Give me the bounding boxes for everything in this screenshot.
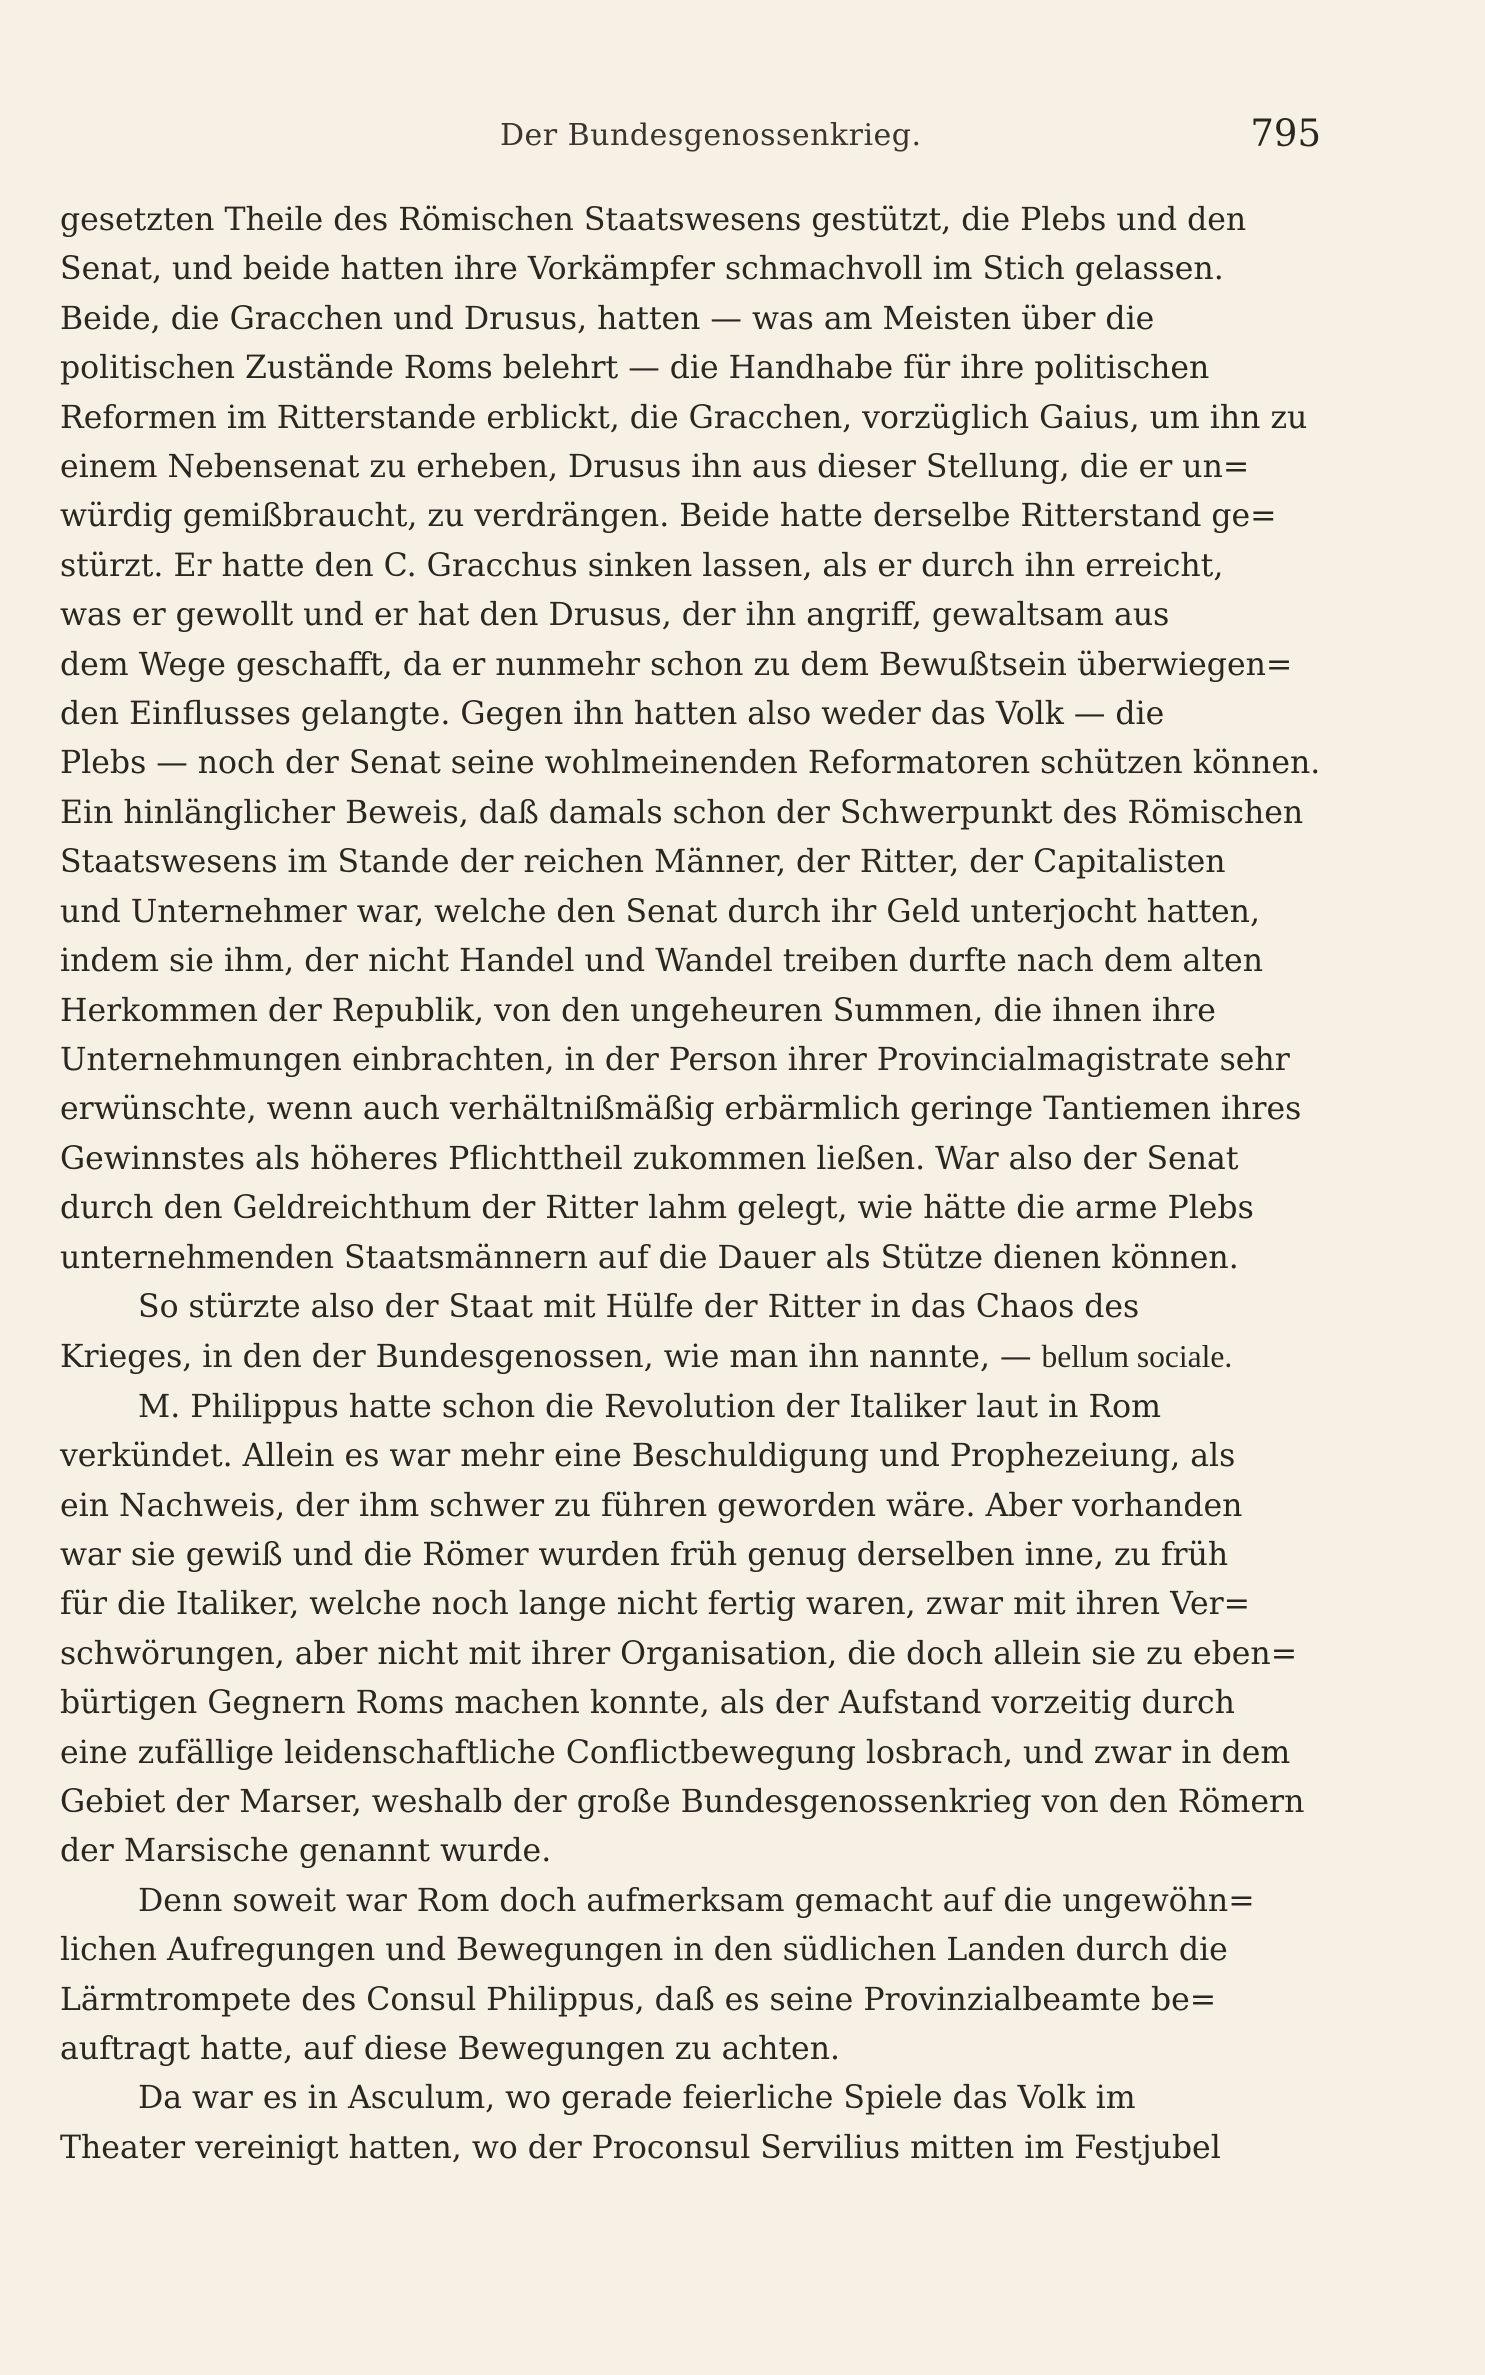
- paragraph-start-line: M. Philippus hatte schon die Revolution der Italiker laut in Rom: [138, 1388, 1161, 1425]
- text-line: würdig gemißbraucht, zu verdrängen. Beide hatte derselbe Ritterstand ge=: [60, 498, 1277, 535]
- text-line: bürtigen Gegnern Roms machen konnte, als der Aufstand vorzeitig durch: [60, 1685, 1235, 1722]
- text-line: war sie gewiß und die Römer wurden früh genug derselben inne, zu früh: [60, 1536, 1229, 1573]
- text-line: Plebs — noch der Senat seine wohlmeinenden Reformatoren schützen können.: [60, 745, 1321, 782]
- text-line: durch den Geldreichthum der Ritter lahm gelegt, wie hätte die arme Plebs: [60, 1190, 1254, 1227]
- paragraph-start-line: So stürzte also der Staat mit Hülfe der Ritter in das Chaos des: [138, 1288, 1140, 1325]
- text-line: Theater vereinigt hatten, wo der Proconsul Servilius mitten im Festjubel: [60, 2129, 1221, 2166]
- text-line: erwünschte, wenn auch verhältnißmäßig erbärmlich geringe Tantiemen ihres: [60, 1091, 1302, 1128]
- text-line: ein Nachweis, der ihm schwer zu führen geworden wäre. Aber vorhanden: [60, 1487, 1243, 1524]
- page-number: 795: [1250, 112, 1321, 155]
- running-head: Der Bundesgenossenkrieg.: [500, 118, 922, 153]
- text-line: einem Nebensenat zu erheben, Drusus ihn aus dieser Stellung, die er un=: [60, 449, 1250, 486]
- text-line: der Marsische genannt wurde.: [60, 1833, 552, 1870]
- text-line-german: Krieges, in den der Bundesgenossen, wie man ihn nannte, —: [60, 1339, 1032, 1376]
- text-line: Gebiet der Marser, weshalb der große Bundesgenossenkrieg von den Römern: [60, 1784, 1305, 1820]
- text-line: den Einflusses gelangte. Gegen ihn hatten also weder das Volk — die: [60, 696, 1165, 733]
- text-line: Ein hinlänglicher Beweis, daß damals schon der Schwerpunkt des Römischen: [60, 794, 1304, 831]
- text-line: Unternehmungen einbrachten, in der Person ihrer Provincialmagistrate sehr: [60, 1041, 1290, 1078]
- text-line: unternehmenden Staatsmännern auf die Dauer als Stütze dienen können.: [60, 1239, 1239, 1276]
- paragraph-start-line: Denn soweit war Rom doch aufmerksam gemacht auf die ungewöhn=: [138, 1882, 1255, 1919]
- text-line: Beide, die Gracchen und Drusus, hatten — was am Meisten über die: [60, 300, 1155, 337]
- text-line: [60, 1332, 1325, 1382]
- text-line: politischen Zustände Roms belehrt — die Handhabe für ihre politischen: [60, 350, 1210, 387]
- text-line: verkündet. Allein es war mehr eine Beschuldigung und Prophezeiung, als: [60, 1438, 1236, 1475]
- text-line: lichen Aufregungen und Bewegungen in den südlichen Landen durch die: [60, 1932, 1228, 1969]
- text-line: gesetzten Theile des Römischen Staatswesens gestützt, die Plebs und den: [60, 202, 1247, 238]
- text-line: was er gewollt und er hat den Drusus, der ihn angriff, gewaltsam aus: [60, 597, 1170, 634]
- text-line: auftragt hatte, auf diese Bewegungen zu achten.: [60, 2031, 840, 2068]
- text-line: Senat, und beide hatten ihre Vorkämpfer schmachvoll im Stich gelassen.: [60, 251, 1224, 288]
- paragraph-start-line: Da war es in Asculum, wo gerade feierliche Spiele das Volk im: [138, 2080, 1136, 2117]
- text-line: indem sie ihm, der nicht Handel und Wandel treiben durfte nach dem alten: [60, 943, 1263, 980]
- text-line: und Unternehmer war, welche den Senat durch ihr Geld unterjocht hatten,: [60, 893, 1260, 930]
- text-line: Staatswesens im Stande der reichen Männer, der Ritter, der Capitalisten: [60, 844, 1226, 881]
- text-line: Reformen im Ritterstande erblickt, die Gracchen, vorzüglich Gaius, um ihn zu: [60, 399, 1308, 436]
- text-line: stürzt. Er hatte den C. Gracchus sinken lassen, als er durch ihn erreicht,: [60, 547, 1224, 584]
- text-line: schwörungen, aber nicht mit ihrer Organisation, die doch allein sie zu eben=: [60, 1635, 1298, 1672]
- text-line: Lärmtrompete des Consul Philippus, daß es seine Provinzialbeamte be=: [60, 1981, 1217, 2018]
- text-line: für die Italiker, welche noch lange nicht fertig waren, zwar mit ihren Ver=: [60, 1586, 1251, 1623]
- text-line: Gewinnstes als höheres Pflichttheil zukommen ließen. War also der Senat: [60, 1140, 1239, 1177]
- text-line: eine zufällige leidenschaftliche Conflictbewegung losbrach, und zwar in dem: [60, 1734, 1291, 1771]
- latin-phrase: bellum sociale.: [1041, 1339, 1233, 1375]
- text-line: Herkommen der Republik, von den ungeheuren Summen, die ihnen ihre: [60, 992, 1216, 1029]
- text-line: dem Wege geschafft, da er nunmehr schon zu dem Bewußtsein überwiegen=: [60, 646, 1293, 683]
- body-text: [60, 196, 1325, 2173]
